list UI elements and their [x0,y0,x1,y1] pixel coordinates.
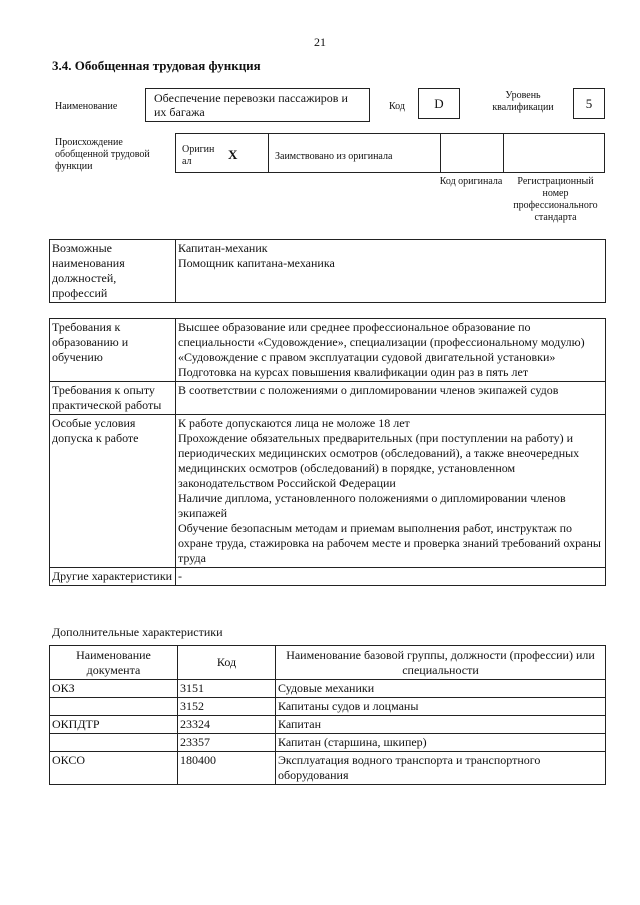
cell-name: Капитаны судов и лоцманы [276,698,606,716]
requirement-item: В соответствии с положениями о дипломировании членов экипажей судов [178,383,559,397]
requirements-table [49,318,606,586]
code-value: D [434,96,444,111]
table-row [50,319,606,382]
origin-divider-1 [268,134,269,172]
original-label: Оригин ал [182,144,215,167]
positions-table [49,239,606,303]
table-row [50,698,606,716]
education-label: Требования к образованию и обучению [50,319,176,382]
cell-code: 23324 [178,716,276,734]
table-row [50,734,606,752]
cell-code: 180400 [178,752,276,785]
level-label: Уровень квалификации [492,90,554,113]
origin-label: Происхождение обобщенной трудовой функции [55,137,150,172]
requirement-item: Обучение безопасным методам и приемам выполнения работ, инструктаж по охране труда, стажировка на рабочем месте и проверка знаний требований охраны труда [178,521,601,565]
requirement-item: Наличие диплома, установленного положениями о дипломировании членов экипажей [178,491,566,520]
cell-code: 3152 [178,698,276,716]
cell-name: Капитан (старшина, шкипер) [276,734,606,752]
requirement-item: К работе допускаются лица не моложе 18 лет [178,416,410,430]
section-title: 3.4. Обобщенная трудовая функция [52,58,261,73]
experience-label: Требования к опыту практической работы [50,382,176,415]
origin-divider-3 [503,134,504,172]
cell-code: 3151 [178,680,276,698]
cell-name: Судовые механики [276,680,606,698]
header-name: Наименование базовой группы, должности (профессии) или специальности [276,646,606,680]
table-row [50,240,606,303]
code-original-caption: Код оригинала [439,176,503,187]
requirement-item: Подготовка на курсах повышения квалификации один раз в пять лет [178,365,529,379]
education-values [176,319,606,382]
table-row [50,568,606,586]
requirement-item: Прохождение обязательных предварительных (при поступлении на работу) и периодических медицинских осмотров (обследований), а также внеочередных медицинских осмотров (обследований) в порядке, установленном законодательством Российской Федерации [178,431,580,490]
name-value: Обеспечение перевозки пассажиров и их багажа [154,91,348,119]
positions-label: Возможные наименования должностей, профессий [50,240,176,303]
page-number: 21 [314,35,326,49]
code-value-box [418,88,460,119]
level-value-box [573,88,605,119]
code-label: Код [389,101,405,112]
special-conditions-label: Особые условия допуска к работе [50,415,176,568]
table-header-row [50,646,606,680]
original-mark: X [228,147,238,162]
reg-number-caption: Регистрационный номер профессионального стандарта [513,176,598,223]
origin-divider-2 [440,134,441,172]
header-code: Код [178,646,276,680]
additional-title: Дополнительные характеристики [52,625,223,639]
cell-doc [50,734,178,752]
table-row [50,382,606,415]
cell-doc: ОКСО [50,752,178,785]
position-item: Капитан-механик [178,241,268,255]
level-value: 5 [585,96,593,111]
cell-code: 23357 [178,734,276,752]
position-item: Помощник капитана-механика [178,256,335,270]
table-row [50,680,606,698]
experience-values [176,382,606,415]
other-characteristics-label: Другие характеристики [50,568,176,586]
cell-name: Капитан [276,716,606,734]
cell-doc: ОКЗ [50,680,178,698]
header-document: Наименование документа [50,646,178,680]
cell-doc: ОКПДТР [50,716,178,734]
additional-table [49,645,606,785]
other-characteristics-values [176,568,606,586]
cell-doc [50,698,178,716]
cell-name: Эксплуатация водного транспорта и транспортного оборудования [276,752,606,785]
table-row [50,752,606,785]
name-value-box [145,88,370,122]
name-label: Наименование [55,101,118,112]
table-row [50,716,606,734]
table-row [50,415,606,568]
special-conditions-values [176,415,606,568]
borrowed-label: Заимствовано из оригинала [275,151,393,162]
requirement-item: - [178,569,182,583]
positions-values [176,240,606,303]
requirement-item: Высшее образование или среднее профессиональное образование по специальности «Судовождение», специализации (профессиональному модулю) «Судовождение с правом эксплуатации судовой двигательной установки» [178,320,585,364]
